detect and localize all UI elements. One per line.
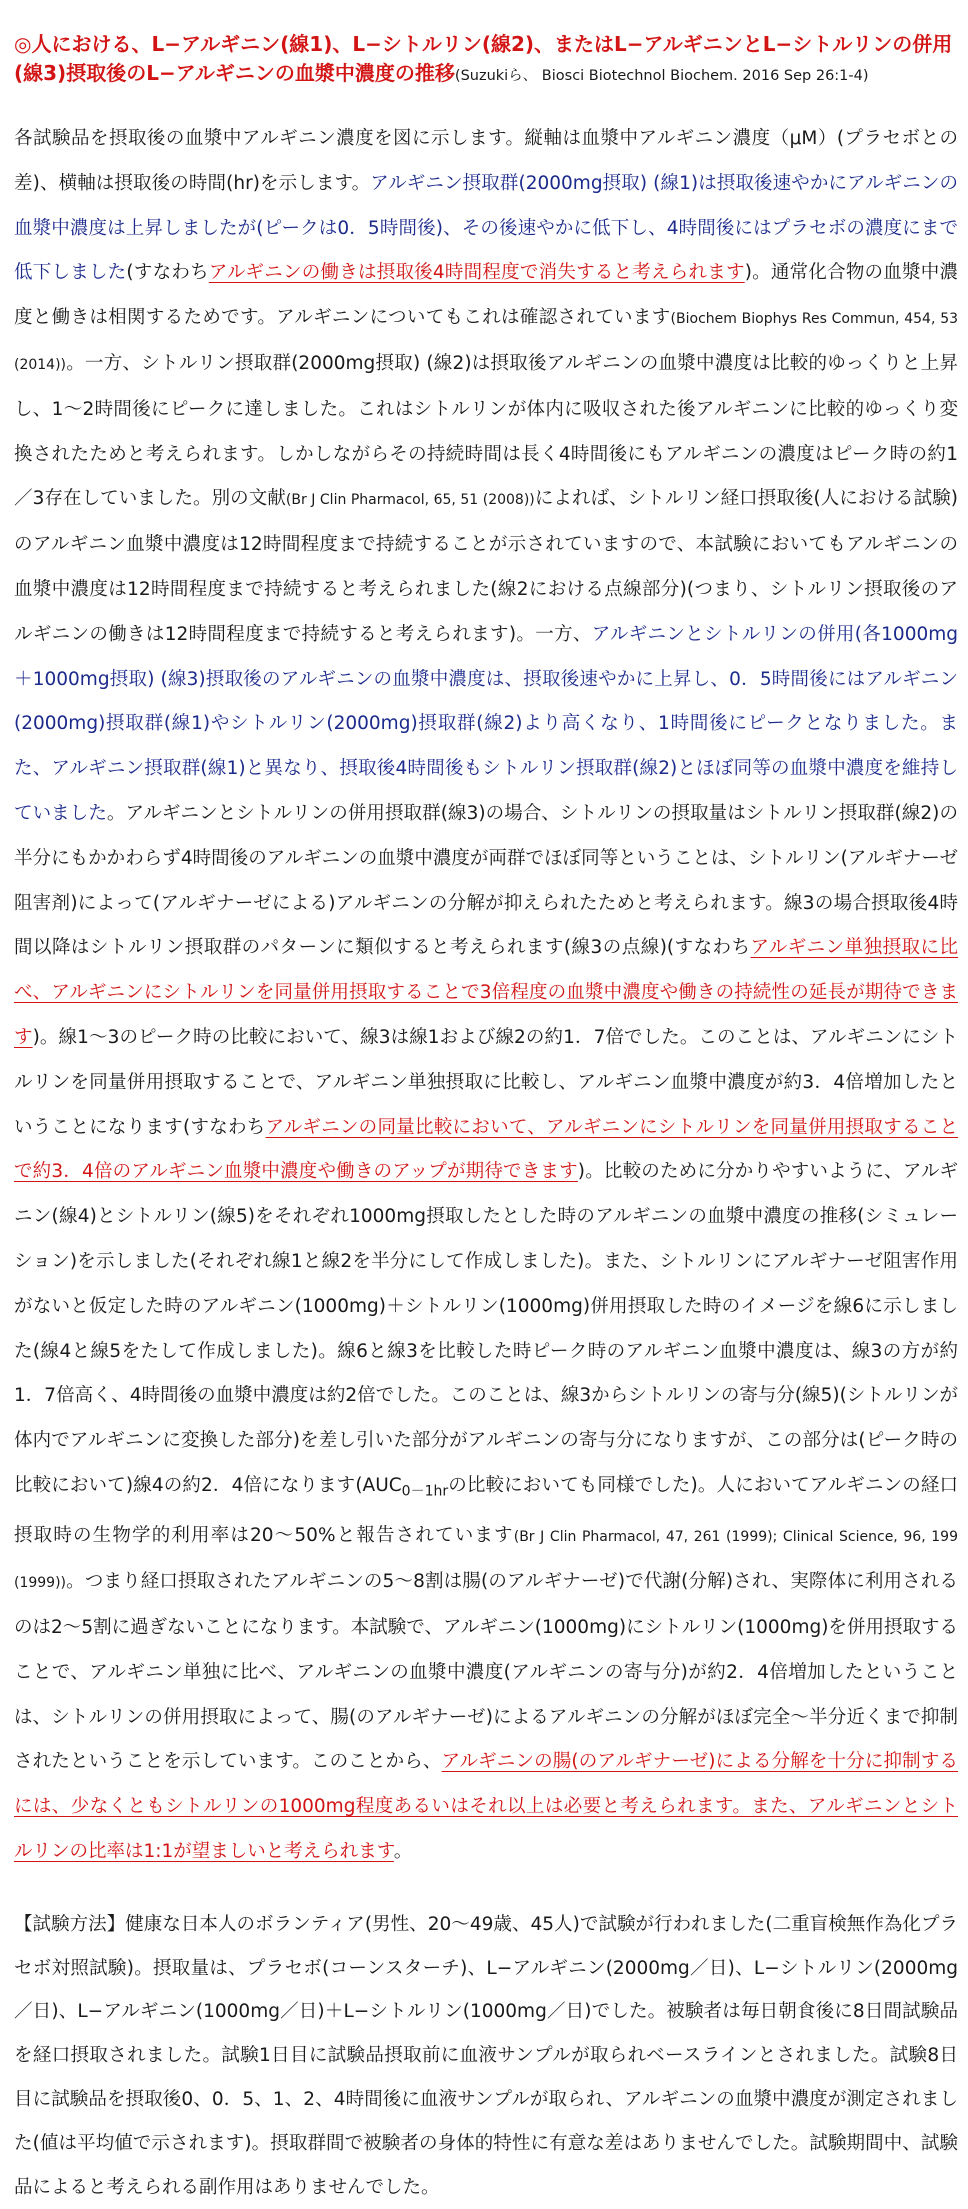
article-title <box>14 30 958 91</box>
text-s11: 。アルギニンとシトルリンの併用摂取群(線3)の場合、シトルリンの摂取量はシトルリン摂取群(線2)の半分にもかかわらず4時間後のアルギニンの血漿中濃度が両群でほぼ同等ということは、シトルリン(アルギナーゼ阻害剤)によって(アルギナーゼによる)アルギニンの分解が抑えられたためと考えられます。線3の場合摂取後4時間以降はシトルリン摂取群のパターンに類似すると考えられます(線3の点線)(すなわち <box>14 802 958 959</box>
text-s05: )。通常化合物の血漿中濃度と働きは相関するためです。アルギニンについてもこれは確認されています <box>14 262 958 329</box>
citation-clin-pharmacol-1999: (Br J Clin Pharmacol, 47, 261 (1999); Clinical Science, 96, 199 (1999)) <box>14 1529 958 1592</box>
highlight-citrulline-1000mg: アルギニンの腸(のアルギナーゼ)による分解を十分に抑制するには、少なくともシトルリンの1000mg程度あるいはそれ以上は必要と考えられます。また、アルギニンとシトルリンの比率は1:1が望ましいと考えられます <box>14 1751 958 1862</box>
text-s15: )。比較のために分かりやすいように、アルギニン(線4)とシトルリン(線5)をそれぞれ1000mg摂取したとした時のアルギニンの血漿中濃度の推移(シミュレーション)を示しました(それぞれ線1と線2を半分にして作成しました)。また、シトルリンにアルギナーゼ阻害作用がないと仮定した時のアルギニン(1000mg)＋シトルリン(1000mg)併用摂取した時のイメージを線6に示しました(線4と線5をたして作成しました)。線6と線3を比較した時ピーク時のアルギニン血漿中濃度は、線3の方が約1．7倍高く、4時間後の血漿中濃度は約2倍でした。このことは、線3からシトルリンの寄与分(線5)(シトルリンが体内でアルギニンに変換した部分)を差し引いた部分がアルギニンの寄与分になりますが、この部分は(ピーク時の比較において)線4の約2．4倍になります(AUC <box>14 1161 959 1496</box>
results-paragraph <box>14 117 958 1875</box>
text-s01: 各試験品を摂取後の血漿中アルギニン濃度を図に示します。縦軸は血漿中アルギニン濃度（μM）(プラセボとの差)、横軸は摂取後の時間(hr)を示します。 <box>14 128 958 194</box>
text-s03: (すなわち <box>126 262 209 284</box>
text-line3-description: アルギニンとシトルリンの併用(各1000mg＋1000mg摂取) (線3)摂取後のアルギニンの血漿中濃度は、摂取後速やかに上昇し、0．5時間後にはアルギニン(2000mg)摂取群(線1)やシトルリン(2000mg)摂取群(線2)より高くなり、1時間後にピークとなりました。また、アルギニン摂取群(線1)と異なり、摂取後4時間後もシトルリン摂取群(線2)とほぼ同等の血漿中濃度を維持していました <box>14 623 959 824</box>
text-s07: 。一方、シトルリン摂取群(2000mg摂取) (線2)は摂取後アルギニンの血漿中濃度は比較的ゆっくりと上昇し、1～2時間後にピークに達しました。これはシトルリンが体内に吸収された後アルギニンに比較的ゆっくり変換されたためと考えられます。しかしながらその持続時間は長く4時間後にもアルギニンの濃度はピーク時の約1／3存在していました。別の文献 <box>14 352 958 510</box>
text-s17: の比較においても同様でした)。人においてアルギニンの経口摂取時の生物学的利用率は20～50%と報告されています <box>14 1474 958 1547</box>
text-s19: 。つまり経口摂取されたアルギニンの5～8割は腸(のアルギナーゼ)で代謝(分解)され、実際体に利用されるのは2～5割に過ぎないことになります。本試験で、アルギニン(1000mg)にシトルリン(1000mg)を併用摂取することで、アルギニン単独に比べ、アルギニンの血漿中濃度(アルギニンの寄与分)が約2．4倍増加したということは、シトルリンの併用摂取によって、腸(のアルギナーゼ)によるアルギニンの分解がほぼ完全～半分近くまで抑制されたということを示しています。このことから、 <box>14 1571 958 1773</box>
section-gap <box>14 1875 958 1903</box>
methods-paragraph: 【試験方法】健康な日本人のボランティア(男性、20～49歳、45人)で試験が行われました(二重盲検無作為化プラセボ対照試験)。摂取量は、プラセボ(コーンスターチ)、L−アルギニン(2000mg／日)、L−シトルリン(2000mg／日)、L−アルギニン(1000mg／日)＋L−シトルリン(1000mg／日)でした。被験者は毎日朝食後に8日間試験品を経口摂取されました。試験1日目に試験品摂取前に血液サンプルが取られベースラインとされました。試験8日目に試験品を摂取後0、0．5、1、2、4時間後に血液サンプルが取られ、アルギニンの血漿中濃度が測定されました(値は平均値で示されます)。摂取群間で被験者の身体的特性に有意な差はありませんでした。試験期間中、試験品によると考えられる副作用はありませんでした。 <box>14 1913 958 2198</box>
citation-biochem: (Biochem Biophys Res Commun, 454, 53 (2014)) <box>14 311 959 373</box>
text-line1-description: アルギニン摂取群(2000mg摂取) (線1)は摂取後速やかにアルギニンの血漿中濃度は上昇しましたが(ピークは0．5時間後)、その後速やかに低下し、4時間後にはプラセボの濃度にまで低下しました <box>14 172 959 284</box>
text-s21: 。 <box>393 1840 413 1862</box>
citation-clin-pharmacol-2008: (Br J Clin Pharmacol, 65, 51 (2008)) <box>285 492 535 509</box>
highlight-arginine-4h: アルギニンの働きは摂取後4時間程度で消失すると考えられます <box>208 262 745 284</box>
highlight-3x-duration: アルギニン単独摂取に比べ、アルギニンにシトルリンを同量併用摂取することで3倍程度の血漿中濃度や働きの持続性の延長が期待できます <box>14 937 958 1048</box>
auc-subscript: 0－1hr <box>401 1483 449 1500</box>
title-main: ◎人における、L−アルギニン(線1)、L−シトルリン(線2)、またはL−アルギニンとL−シトルリンの併用(線3)摂取後のL−アルギニンの血漿中濃度の推移 <box>14 32 953 85</box>
title-citation: (Suzukiら、 Biosci Biotechnol Biochem. 2016 Sep 26:1-4) <box>454 68 869 84</box>
highlight-3-4x-concentration: アルギニンの同量比較において、アルギニンにシトルリンを同量併用摂取することで約3．4倍のアルギニン血漿中濃度や働きのアップが期待できます <box>14 1116 959 1183</box>
text-s09: によれば、シトルリン経口摂取後(人における試験)のアルギニン血漿中濃度は12時間程度まで持続することが示されていますので、本試験においてもアルギニンの血漿中濃度は12時間程度まで持続すると考えられました(線2における点線部分)(つまり、シトルリン摂取後のアルギニンの働きは12時間程度まで持続すると考えられます)。一方、 <box>14 488 959 645</box>
text-s13: )。線1～3のピーク時の比較において、線3は線1および線2の約1．7倍でした。このことは、アルギニンにシトルリンを同量併用摂取することで、アルギニン単独摂取に比較し、アルギニン血漿中濃度が約3．4倍増加したということになります(すなわち <box>14 1026 958 1138</box>
